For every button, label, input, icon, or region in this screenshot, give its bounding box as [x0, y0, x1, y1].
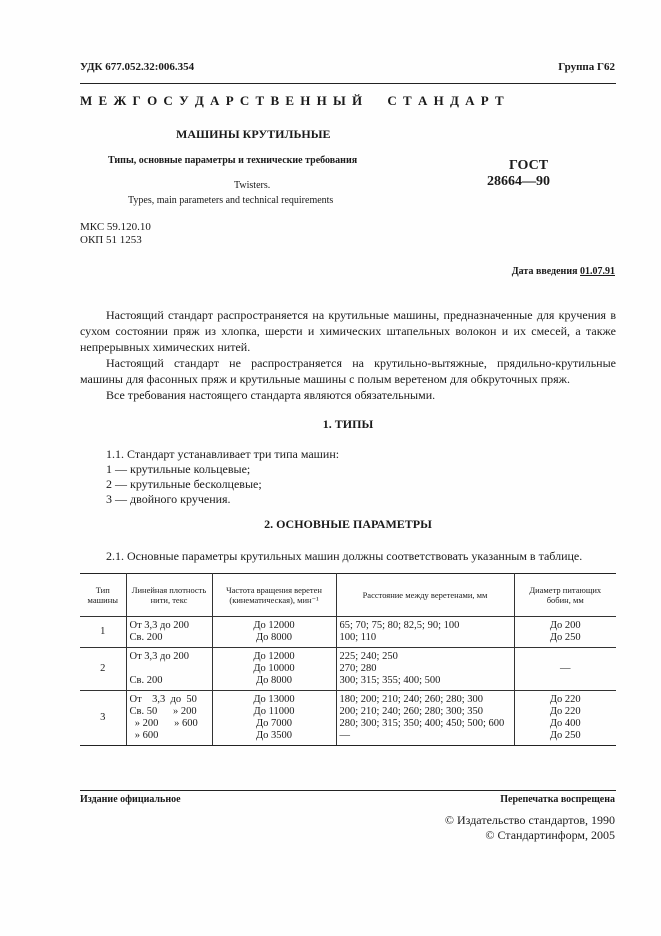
copyright-1: © Издательство стандартов, 1990 [444, 813, 615, 827]
cell-line: 200; 210; 240; 260; 280; 300; 350 [339, 706, 484, 717]
cell-density [126, 648, 212, 691]
cell-line: От 3,3 до 200 [129, 651, 190, 662]
intro-date [512, 266, 615, 277]
table-row [80, 648, 616, 691]
table-row [80, 691, 616, 746]
cell-type: 2 [80, 648, 126, 691]
cell-line: До 11000 [253, 706, 295, 717]
list-item: 2 — крутильные бесколцевые; [106, 477, 262, 491]
cell-type: 1 [80, 617, 126, 648]
cell-distance [336, 648, 514, 691]
cell-line: До 10000 [253, 663, 295, 674]
cell-line: До 400 [549, 718, 581, 729]
types-list [106, 462, 262, 507]
cell-line: 180; 200; 210; 240; 260; 280; 300 [339, 694, 484, 705]
top-divider [80, 83, 616, 84]
okp-code: ОКП 51 1253 [80, 234, 142, 246]
standard-banner: М Е Ж Г О С У Д А Р С Т В Е Н Н Ы Й С Т А Н Д А Р Т [80, 93, 506, 108]
cell-distance [336, 691, 514, 746]
edition-note: Издание официальное [80, 794, 181, 805]
cell-diameter [514, 691, 616, 746]
cell-line: До 8000 [255, 675, 293, 686]
gost-number: 28664—90 [487, 174, 550, 189]
reprint-note: Перепечатка воспрещена [500, 794, 615, 805]
section2-heading: 2. ОСНОВНЫЕ ПАРАМЕТРЫ [264, 517, 432, 531]
header-type: Тип машины [87, 585, 118, 605]
intro-date-label: Дата введения [511, 266, 578, 277]
cell-frequency [212, 691, 336, 746]
cell-line: 225; 240; 250 [339, 651, 398, 662]
cell-line: 100; 110 [339, 632, 377, 643]
intro-text [80, 307, 616, 403]
cell-frequency [212, 617, 336, 648]
cell-line: 65; 70; 75; 80; 82,5; 90; 100 [339, 620, 460, 631]
list-item: 1 — крутильные кольцевые; [106, 462, 251, 476]
document-subtitle-en-2: Types, main parameters and technical requirements [128, 195, 334, 206]
udk-code: УДК 677.052.32:006.354 [80, 61, 195, 73]
cell-line: От 3,3 до 200 [129, 620, 190, 631]
cell-density [126, 617, 212, 648]
cell-line: До 200 [549, 620, 581, 631]
cell-diameter [514, 648, 616, 691]
cell-line [130, 663, 209, 675]
document-subtitle-en-1: Twisters. [234, 180, 271, 191]
cell-line: До 7000 [255, 718, 293, 729]
intro-paragraph: Настоящий стандарт не распространяется на крутильно-вытяжные, прядильно-крутильные машины для фасонных пряж и крутильные машины с полым веретеном для обкруточных пряж. [80, 356, 616, 386]
header-distance: Расстояние между веретенами, мм [336, 574, 514, 617]
intro-date-value: 01.07.91 [580, 266, 615, 277]
cell-line: » 200 » 600 [129, 718, 198, 729]
cell-line: 300; 315; 355; 400; 500 [339, 675, 441, 686]
mks-code: МКС 59.120.10 [80, 221, 151, 233]
footer-divider [80, 790, 616, 791]
cell-line: » 600 [129, 730, 159, 741]
document-title: МАШИНЫ КРУТИЛЬНЫЕ [176, 127, 331, 141]
parameters-table [80, 573, 616, 746]
cell-line: До 12000 [253, 620, 295, 631]
copyright-2: © Стандартинформ, 2005 [485, 828, 615, 842]
cell-density [126, 691, 212, 746]
cell-line: До 13000 [253, 694, 295, 705]
cell-diameter [514, 617, 616, 648]
cell-line: До 8000 [255, 632, 293, 643]
cell-line: — [560, 663, 571, 674]
cell-line: До 3500 [255, 730, 293, 741]
cell-frequency [212, 648, 336, 691]
cell-line: 270; 280 [339, 663, 377, 674]
table-row [80, 617, 616, 648]
section2-lead: 2.1. Основные параметры крутильных машин должны соответствовать указанным в таблице. [106, 549, 583, 563]
cell-type: 3 [80, 691, 126, 746]
header-diameter: Диаметр питающих бобин, мм [514, 574, 616, 617]
header-density: Линейная плотность нити, текс [126, 574, 212, 617]
cell-line: До 220 [549, 706, 581, 717]
cell-line: Св. 50 » 200 [129, 706, 197, 717]
cell-line: До 250 [549, 730, 581, 741]
gost-label: ГОСТ [509, 158, 549, 173]
table-header-row [80, 574, 616, 617]
header-frequency: Частота вращения веретен (кинематическая), мин⁻¹ [212, 574, 336, 617]
list-item: 3 — двойного кручения. [106, 492, 231, 506]
document-subtitle-ru: Типы, основные параметры и технические требования [108, 155, 358, 166]
section1-heading: 1. ТИПЫ [322, 417, 374, 431]
cell-line: До 220 [549, 694, 581, 705]
cell-line: 280; 300; 315; 350; 400; 450; 500; 600 [339, 718, 505, 729]
intro-paragraph: Все требования настоящего стандарта являются обязательными. [106, 388, 436, 402]
cell-line: До 12000 [253, 651, 295, 662]
section1-lead: 1.1. Стандарт устанавливает три типа машин: [106, 447, 340, 461]
group-code: Группа Г62 [558, 61, 615, 73]
cell-line: Св. 200 [129, 675, 163, 686]
cell-line: От 3,3 до 50 [129, 694, 197, 705]
cell-line: До 250 [549, 632, 581, 643]
intro-paragraph: Настоящий стандарт распространяется на крутильные машины, предназначенные для кручения в сухом состоянии пряж из хлопка, шерсти и химических штапельных волокон и их смесей, а также непрерывных химических нитей. [80, 308, 616, 354]
cell-line: — [339, 730, 350, 741]
cell-distance [336, 617, 514, 648]
cell-line: Св. 200 [129, 632, 163, 643]
